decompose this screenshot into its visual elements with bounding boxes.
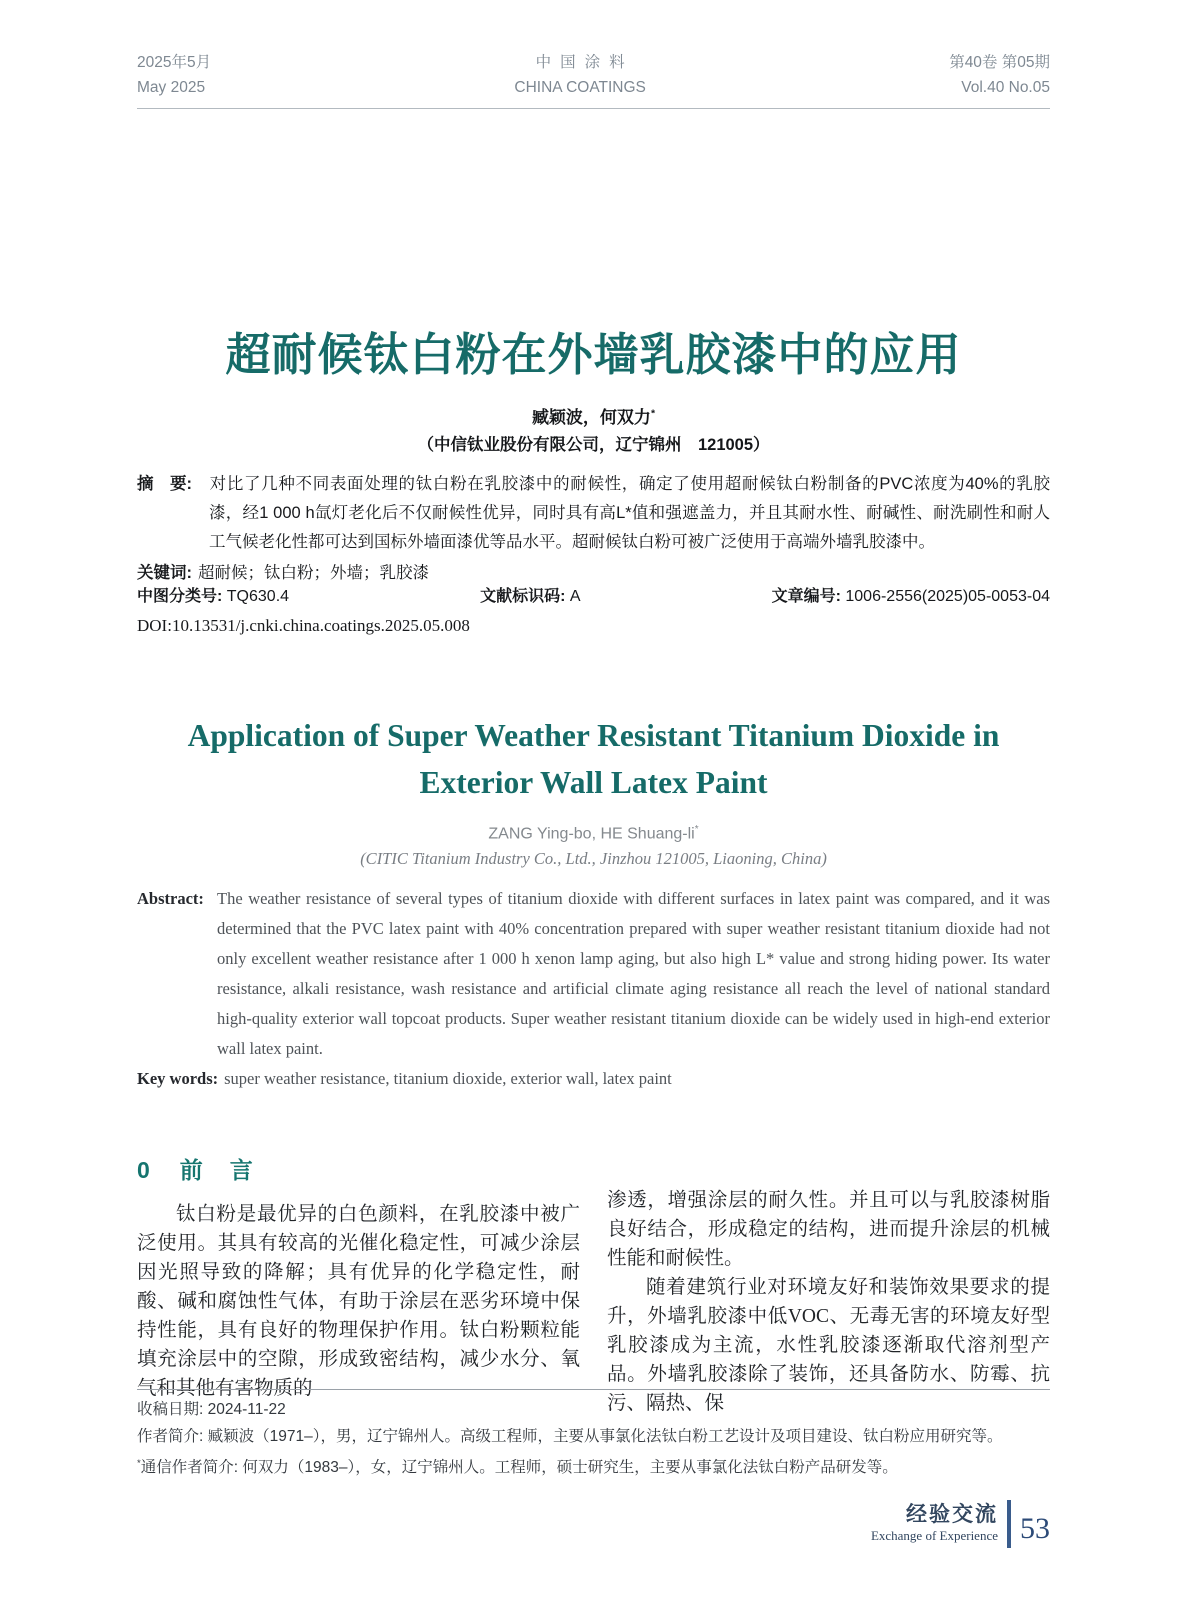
intro-paragraph-right-1: 渗透，增强涂层的耐久性。并且可以与乳胶漆树脂良好结合，形成稳定的结构，进而提升涂层的机械性能和耐候性。	[607, 1190, 1050, 1269]
header-journal-cn: 中国涂料	[535, 54, 634, 71]
keywords-text-cn: 超耐候；钛白粉；外墙；乳胶漆	[198, 564, 429, 582]
footnote-corresponding-author-text: 通信作者简介: 何双力（1983–），女，辽宁锦州人。工程师，硕士研究生，主要从事氯化法钛白粉产品研发等。	[140, 1459, 898, 1477]
footer-divider-bar	[1007, 1500, 1011, 1548]
page-header	[137, 50, 1050, 109]
document-code-value: A	[569, 588, 581, 605]
article-title-en	[0, 712, 1187, 806]
footnotes	[137, 1396, 1050, 1481]
affiliation-en: (CITIC Titanium Industry Co., Ltd., Jinzhou 121005, Liaoning, China)	[360, 849, 827, 868]
abstract-label-cn: 摘 要:	[137, 475, 192, 493]
abstract-block-en	[137, 884, 1050, 1094]
abstract-paragraph-cn	[137, 470, 1050, 557]
section-heading-intro	[137, 1152, 580, 1185]
header-journal-en: CHINA COATINGS	[514, 79, 646, 96]
intro-paragraph-left: 钛白粉是最优异的白色颜料，在乳胶漆中被广泛使用。其具有较高的光催化稳定性，可减少涂层因光照导致的降解；具有优异的化学稳定性，耐酸、碱和腐蚀性气体，有助于涂层在恶劣环境中保持性能，具有良好的物理保护作用。钛白粉颗粒能填充涂层中的空隙，形成致密结构，减少水分、氧气和其他有害物质的	[137, 1204, 580, 1399]
authors-cn-names: 臧颖波，何双力	[531, 408, 651, 427]
keywords-line-en	[137, 1064, 1050, 1094]
document-code-label: 文献标识码:	[480, 588, 570, 605]
corresponding-author-mark-en: *	[694, 824, 699, 835]
intro-paragraph-right-2: 随着建筑行业对环境友好和装饰效果要求的提升，外墙乳胶漆中低VOC、无毒无害的环境友好型乳胶漆成为主流，水性乳胶漆逐渐取代溶剂型产品。外墙乳胶漆除了装饰，还具备防水、防霉、抗污、隔热、保	[607, 1277, 1050, 1414]
page-number: 53	[1020, 1512, 1050, 1545]
clc-label: 中图分类号:	[137, 588, 227, 605]
abstract-block-cn	[137, 470, 1050, 588]
header-issue-en: Vol.40 No.05	[961, 79, 1050, 96]
affiliation-cn: （中信钛业股份有限公司，辽宁锦州 121005）	[417, 436, 770, 454]
article-title-cn: 超耐候钛白粉在外墙乳胶漆中的应用	[225, 329, 962, 380]
footnote-author-bio: 作者简介: 臧颖波（1971–），男，辽宁锦州人。高级工程师，主要从事氯化法钛白粉工艺设计及项目建设、钛白粉应用研究等。	[137, 1428, 1003, 1445]
footer-section	[871, 1503, 998, 1545]
footer-section-en: Exchange of Experience	[870, 1528, 998, 1543]
keywords-text-en: super weather resistance, titanium dioxide, exterior wall, latex paint	[224, 1069, 672, 1088]
footnote-corresponding-author-bio	[137, 1450, 1050, 1481]
footnote-divider	[137, 1389, 1050, 1390]
article-title-en-line1: Application of Super Weather Resistant Titanium Dioxide in	[187, 718, 1000, 753]
header-issue-cn: 第40卷 第05期	[949, 54, 1050, 71]
abstract-text-cn: 对比了几种不同表面处理的钛白粉在乳胶漆中的耐候性，确定了使用超耐候钛白粉制备的PVC浓度为40%的乳胶漆，经1 000 h氙灯老化后不仅耐候性优异，同时具有高L*值和强遮盖力，并且其耐水性、耐碱性、耐洗刷性和耐人工气候老化性都可达到国标外墙面漆优等品水平。超耐候钛白粉可被广泛使用于高端外墙乳胶漆中。	[209, 475, 1050, 551]
clc-value: TQ630.4	[226, 588, 290, 605]
body-column-right	[607, 1186, 1050, 1418]
doi-line: DOI:10.13531/j.cnki.china.coatings.2025.05.008	[137, 616, 470, 635]
abstract-paragraph-en	[137, 884, 1050, 1064]
keywords-label-en: Key words:	[137, 1069, 219, 1088]
article-title-en-line2: Exterior Wall Latex Paint	[419, 765, 768, 800]
header-date	[137, 50, 211, 100]
section-title: 前 言	[179, 1157, 255, 1183]
footnote-asterisk: *	[137, 1458, 141, 1469]
header-date-cn: 2025年5月	[137, 54, 212, 71]
section-number: 0	[137, 1157, 150, 1183]
article-number-label: 文章编号:	[771, 588, 846, 605]
header-date-en: May 2025	[137, 79, 206, 96]
page-footer	[871, 1500, 1050, 1548]
authors-en	[0, 824, 1187, 843]
classification-row	[137, 583, 1050, 606]
keywords-label-cn: 关键词:	[137, 564, 192, 582]
header-issue	[949, 50, 1050, 100]
footer-section-cn: 经验交流	[906, 1503, 998, 1526]
header-journal	[514, 50, 645, 100]
abstract-text-en: The weather resistance of several types of titanium dioxide with different surfaces in latex paint was compared, and it was determined that the PVC latex paint with 40% concentration prepared with super weather resistant titanium dioxide had not only excellent weather resistance after 1 000 h xenon lamp aging, but also high L* value and strong hiding power. Its water resistance, alkali resistance, wash resistance and artificial climate aging resistance all reach the level of national standard high-quality exterior wall topcoat products. Super weather resistant titanium dioxide can be widely used in high-end exterior wall latex paint.	[217, 889, 1050, 1058]
document-code	[480, 583, 580, 606]
corresponding-author-mark: *	[650, 407, 656, 420]
body-column-left	[137, 1152, 580, 1403]
abstract-label-en: Abstract:	[137, 889, 204, 908]
article-number-value: 1006-2556(2025)05-0053-04	[845, 588, 1050, 605]
clc-number	[137, 583, 289, 606]
authors-cn	[0, 403, 1187, 428]
article-number	[772, 583, 1050, 606]
authors-en-names: ZANG Ying-bo, HE Shuang-li	[488, 825, 695, 843]
footnote-received-date: 收稿日期: 2024-11-22	[137, 1401, 286, 1418]
